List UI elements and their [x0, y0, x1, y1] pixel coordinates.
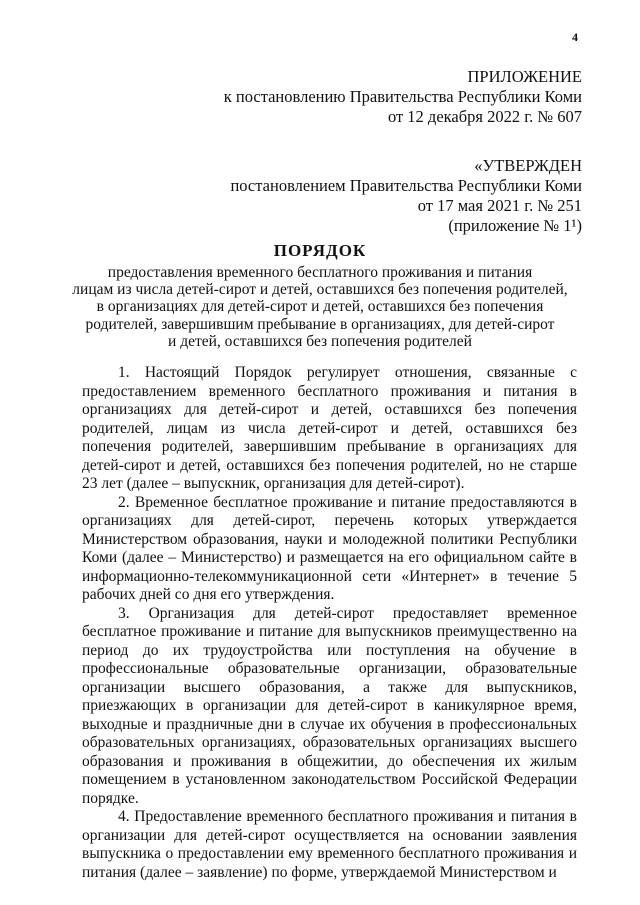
approved-line-resolution: постановлением Правительства Республики Коми — [230, 176, 582, 195]
paragraph-3: 3. Организация для детей-сирот предоставляет временное бесплатное проживание и питание для выпускников преимущественно на период до их трудоустройства или поступления на обучение в профессиональные образовательные организации, образовательные организации высшего образования, а также для выпускников, приезжающих в организации для детей-сирот в каникулярное время, выходные и праздничные дни в случае их обучения в профессиональных образовательных организациях, образовательных организациях высшего образования и проживания в общежитии, до обеспечения их жилым помещением в установленном законодательством Российской Федерации порядке. — [82, 604, 577, 807]
document-subtitle — [60, 264, 580, 350]
subtitle-line: родителей, завершившим пребывание в организациях, для детей-сирот — [85, 315, 555, 333]
paragraph-2: 2. Временное бесплатное проживание и питание предоставляются в организациях для детей-сирот, перечень которых утверждается Министерством образования, науки и молодежной политики Республики Коми (далее – Министерство) и размещается на его официальном сайте в информационно-телекоммуникационной сети «Интернет» в течение 5 рабочих дней со дня его утверждения. — [82, 493, 577, 603]
approved-line-appendix-number: (приложение № 1¹) — [448, 216, 582, 235]
subtitle-line: предоставления временного бесплатного проживания и питания — [107, 264, 533, 281]
paragraph-1: 1. Настоящий Порядок регулирует отношения, связанные с предоставлением временного бесплатного проживания и питания в организациях для детей-сирот и детей, оставшихся без попечения родителей, лицам из числа детей-сирот и детей, оставшихся без попечения родителей, завершившим пребывание в организациях для детей-сирот и детей, оставшихся без попечения родителей, но не старше 23 лет (далее – выпускник, организация для детей-сирот). — [82, 364, 577, 492]
appendix-line-resolution: к постановлению Правительства Республики Коми — [223, 87, 582, 106]
appendix-block — [224, 67, 582, 127]
subtitle-line: и детей, оставшихся без попечения родителей — [168, 332, 472, 350]
appendix-heading: ПРИЛОЖЕНИЕ — [467, 67, 582, 86]
approved-line-date: от 17 мая 2021 г. № 251 — [417, 196, 582, 215]
subtitle-line: лицам из числа детей-сирот и детей, оставшихся без попечения родителей, — [72, 281, 568, 299]
paragraph-4: 4. Предоставление временного бесплатного проживания и питания в организации для детей-сирот осуществляется на основании заявления выпускника о предоставлении ему временного бесплатного проживания и питания (далее – заявление) по форме, утверждаемой Министерством и — [82, 808, 577, 881]
approved-block — [230, 156, 582, 236]
document-title: ПОРЯДОК — [273, 241, 367, 260]
document-body — [82, 364, 577, 882]
page-number: 4 — [572, 30, 578, 44]
approved-heading: «УТВЕРЖДЕН — [474, 156, 582, 175]
subtitle-line: в организациях для детей-сирот и детей, оставшихся без попечения — [96, 298, 544, 316]
appendix-line-date: от 12 декабря 2022 г. № 607 — [387, 107, 582, 126]
